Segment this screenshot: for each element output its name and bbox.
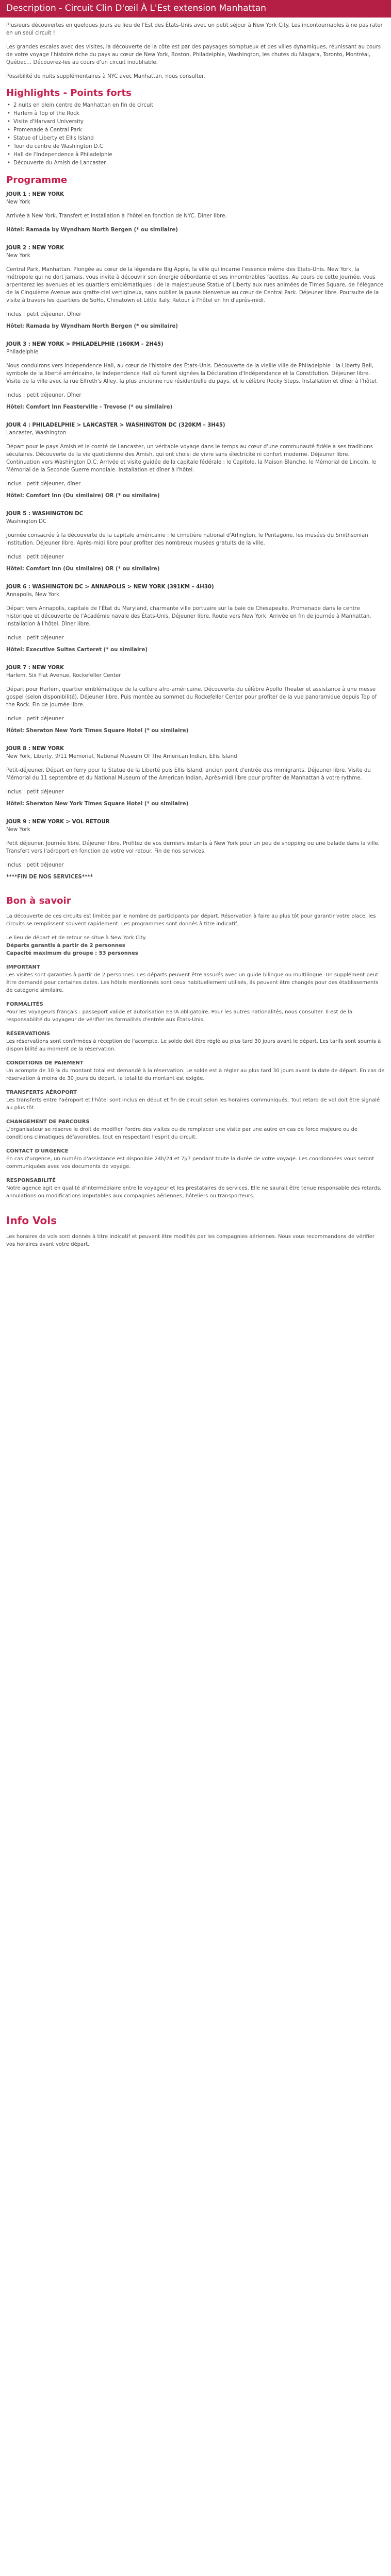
info-vols [0, 1230, 391, 1258]
section-caption: RÉSERVATIONS [6, 1031, 50, 1037]
programme-day [0, 742, 391, 815]
section-caption: TRANSFERTS AÉROPORT [6, 1090, 77, 1095]
section-text: Un acompte de 30 % du montant total est demandé à la réservation. Le solde est à régler au plus tard 30 jours avant la date de départ. En cas de réservation à moins de 30 jours du départ, la totalité du montant est exigée. [6, 1068, 385, 1081]
day-city: Washington DC [6, 519, 47, 524]
bon-a-savoir-section [6, 1059, 385, 1082]
programme-day [0, 337, 391, 418]
day-city: Philadelphie [6, 349, 39, 355]
day-description: Départ pour le pays Amish et le comté de Lancaster, un véritable voyage dans le temps au cœur d'une communauté fidèle à ses traditions séculaires. Découverte de la vie quotidienne des Amish, qui ont choisi de vivre sans électricité ni confort moderne. Déjeuner libre. Continuation vers Washington D.C. Arrivée et visite guidée de la capitale fédérale : le Capitole, la Maison Blanche, le Mémorial de Lincoln, le Mémorial de la Seconde Guerre mondiale. Installation et dîner à l'hôtel. [6, 444, 377, 473]
bon-a-savoir-line: Le lieu de départ et de retour se situe à New York City. Départs garantis à partir de 2 personnes Capacité maximum du groupe : 53 personnes [6, 935, 147, 956]
section-text: L'organisateur se réserve le droit de modifier l'ordre des visites ou de remplacer une visite par une autre en cas de force majeure ou de conditions climatiques défavorables, tout en respectant l'esprit du circuit. [6, 1127, 358, 1140]
page [0, 0, 391, 1258]
section-text: Les visites sont garanties à partir de 2 personnes. Les départs peuvent être assurés avec un guide bilingue ou multilingue. Un supplément peut être demandé pour certaines dates. Les hôtels mentionnés sont ceux habituellement utilisés, ils peuvent être changés pour des établissements de catégorie similaire. [6, 972, 379, 993]
day-description: Départ vers Annapolis, capitale de l'État du Maryland, charmante ville portuaire sur la baie de Chesapeake. Promenade dans le centre historique et découverte de l'Académie navale des États-Unis. Déjeuner libre. Route vers New York. Arrivée en fin de journée à Manhattan. Installation à l'hôtel. Dîner libre. [6, 606, 371, 627]
bon-a-savoir-section [6, 963, 385, 994]
programme-day [0, 418, 391, 507]
day-hotel: Hôtel: Sheraton New York Times Square Hotel (* ou similaire) [6, 728, 189, 734]
programme-days [0, 188, 391, 888]
list-item: • Découverte du Amish de Lancaster [7, 159, 385, 167]
list-item: • Tour du centre de Washington D.C [7, 143, 385, 151]
bon-a-savoir [0, 909, 391, 1209]
day-hotel: Hôtel: Sheraton New York Times Square Hotel (* ou similaire) [6, 801, 189, 807]
intro [0, 18, 391, 83]
section-text: Les réservations sont confirmées à réception de l'acompte. Le solde doit être réglé au plus tard 30 jours avant le départ. Les tarifs sont soumis à disponibilité au moment de la réservation. [6, 1039, 381, 1052]
section-caption: CONDITIONS DE PAIEMENT [6, 1060, 84, 1066]
section-caption: FORMALITÉS [6, 1002, 43, 1007]
day-notes: Inclus : petit déjeuner [6, 862, 64, 868]
day-description: Petit déjeuner. Journée libre. Déjeuner libre. Profitez de vos derniers instants à New York pour un peu de shopping ou une balade dans la ville. Transfert vers l'aéroport en fonction de votre vol retour. Fin de nos services. [6, 841, 380, 854]
bon-a-savoir-section [6, 1177, 385, 1200]
section-text: Notre agence agit en qualité d'intermédiaire entre le voyageur et les prestataires de services. Elle ne saurait être tenue responsable des retards, annulations ou modifications imputables aux compagnies aériennes, hôteliers ou transporteurs. [6, 1185, 382, 1199]
programme-day [0, 815, 391, 888]
highlights-heading: Highlights - Points forts [6, 88, 132, 98]
section-text: Pour les voyageurs français : passeport valide et autorisation ESTA obligatoire. Pour les autres nationalités, nous consulter. Il est de la responsabilité du voyageur de vérifier les formalités d'entrée aux États-Unis. [6, 1009, 353, 1023]
day-description: Arrivée à New York. Transfert et installation à l'hôtel en fonction de NYC. Dîner libre. [6, 213, 227, 219]
intro-text-2: Les grandes escales avec des visites, la découverte de la côte est par des paysages somptueux et des villes dynamiques, réunissant au cours de votre voyage l'histoire riche du pays au cœur de New York, Boston, Philadelphie, Washington, les chutes du Niagara, Toronto, Montréal, Québec… Découvrez-les au cours d'un circuit inoubliable. [6, 44, 381, 65]
day-notes: Inclus : petit déjeuner [6, 635, 64, 641]
section-caption: RESPONSABILITÉ [6, 1178, 56, 1183]
day-hotel: Hôtel: Ramada by Wyndham North Bergen (* ou similaire) [6, 227, 178, 233]
list-item: • Promenade à Central Park [7, 126, 385, 134]
bon-a-savoir-intro: La découverte de ces circuits est limitée par le nombre de participants par départ. Réservation à faire au plus tôt pour garantir votre place, les circuits se remplissent souvent rapidement. Les programmes sont donnés à titre indicatif. [6, 913, 376, 927]
programme-day [0, 188, 391, 241]
list-item: • Hall de l'Independence à Philadelphie [7, 151, 385, 159]
info-vols-heading: Info Vols [6, 1214, 57, 1227]
day-title: JOUR 8 : NEW YORK [6, 746, 64, 752]
day-notes: Inclus : petit déjeuner [6, 716, 64, 722]
section-caption: CONTACT D'URGENCE [6, 1148, 69, 1154]
day-city: Harlem, Six Flat Avenue, Rockefeller Center [6, 673, 121, 679]
section-caption: CHANGEMENT DE PARCOURS [6, 1119, 90, 1125]
day-title: JOUR 4 : PHILADELPHIE > LANCASTER > WASHINGTON DC (320KM – 3H45) [6, 422, 225, 428]
programme-day [0, 580, 391, 661]
day-notes: Inclus : petit déjeuner [6, 554, 64, 560]
day-description: Journée consacrée à la découverte de la capitale américaine : le cimetière national d'Arlington, le Pentagone, les musées du Smithsonian Institution. Déjeuner libre. Après-midi libre pour profiter des nombreux musées gratuits de la ville. [6, 533, 368, 546]
bon-a-savoir-section [6, 1089, 385, 1112]
day-hotel: Hôtel: Executive Suites Carteret (* ou similaire) [6, 647, 148, 653]
day-hotel: Hôtel: Comfort Inn (Ou similaire) OR (* ou similaire) [6, 566, 160, 572]
list-item: • Visite d'Harvard University [7, 118, 385, 126]
list-item: • Statue of Liberty et Ellis Island [7, 134, 385, 143]
day-city: Annapolis, New York [6, 592, 59, 598]
bon-a-savoir-section [6, 1030, 385, 1053]
day-notes: Inclus : petit déjeuner, Dîner [6, 393, 82, 398]
bon-a-savoir-sections [6, 963, 385, 1200]
bon-a-savoir-section [6, 1001, 385, 1024]
info-vols-text: Les horaires de vols sont donnés à titre indicatif et peuvent être modifiés par les compagnies aériennes. Nous vous recommandons de vérifier vos horaires avant votre départ. [6, 1234, 375, 1247]
day-hotel: Hôtel: Comfort Inn (Ou similaire) OR (* ou similaire) [6, 493, 160, 499]
programme-day [0, 661, 391, 742]
day-description: Nous conduirons vers Independence Hall, au cœur de l'histoire des États-Unis. Découverte de la vieille ville de Philadelphie : la Liberty Bell, symbole de la liberté américaine, le Independence Hall où furent signées la Déclaration d'Indépendance et la Constitution. Déjeuner libre. Visite de la ville avec la rue Elfreth's Alley, la plus ancienne rue résidentielle du pays, et le célèbre Rocky Steps. Installation et dîner à l'hôtel. [6, 363, 378, 384]
list-item: • Harlem à Top of the Rock [7, 110, 385, 118]
day-title: JOUR 3 : NEW YORK > PHILADELPHIE (160KM – 2H45) [6, 342, 164, 347]
day-notes: Inclus : petit déjeuner, Dîner [6, 312, 82, 317]
day-title: JOUR 5 : WASHINGTON DC [6, 511, 84, 517]
day-title: JOUR 1 : NEW YORK [6, 192, 64, 197]
programme-heading: Programme [6, 175, 68, 185]
day-hotel: Hôtel: Ramada by Wyndham North Bergen (* ou similaire) [6, 324, 178, 329]
section-caption: IMPORTANT [6, 964, 40, 970]
programme-day [0, 241, 391, 337]
programme-day [0, 507, 391, 580]
day-city: New York [6, 827, 30, 833]
bon-a-savoir-heading: Bon à savoir [6, 895, 71, 906]
day-title: JOUR 9 : NEW YORK > VOL RETOUR [6, 819, 110, 825]
page-title: Description - Circuit Clin D'œil À L'Est extension Manhattan [0, 0, 391, 18]
day-hotel: ****FIN DE NOS SERVICES**** [6, 874, 93, 880]
day-title: JOUR 2 : NEW YORK [6, 245, 64, 251]
day-notes: Inclus : petit déjeuner [6, 789, 64, 795]
section-text: En cas d'urgence, un numéro d'assistance est disponible 24h/24 et 7j/7 pendant toute la durée de votre voyage. Les coordonnées vous seront communiquées avec vos documents de voyage. [6, 1156, 374, 1170]
day-title: JOUR 6 : WASHINGTON DC > ANNAPOLIS > NEW YORK (391KM – 4H30) [6, 584, 214, 590]
day-hotel: Hôtel: Comfort Inn Feasterville - Trevose (* ou similaire) [6, 404, 173, 410]
bon-a-savoir-section [6, 1147, 385, 1171]
day-city: Lancaster, Washington [6, 430, 67, 436]
day-city: New York, Liberty, 9/11 Memorial, National Museum Of The American Indian, Ellis Island [6, 754, 237, 759]
day-description: Central Park, Manhattan. Plongée au cœur de la légendaire Big Apple, la ville qui incarne l'essence même des États-Unis. New York, la métropole qui ne dort jamais, vous invite à découvrir son énergie débordante et ses innombrables facettes. Au cours de cette journée, vous arpenterez les avenues et les quartiers emblématiques : de la majestueuse Statue of Liberty aux rues animées de Times Square, de l'élégance de la Cinquième Avenue aux gratte-ciel vertigineux, sans oublier la pause bienvenue au cœur de Central Park. Déjeuner libre. Poursuite de la visite à travers les quartiers de SoHo, Chinatown et Little Italy. Retour à l'hôtel en fin d'après-midi. [6, 267, 384, 303]
highlights-list [0, 101, 391, 167]
intro-text-3: Possibilité de nuits supplémentaires à NYC avec Manhattan, nous consulter. [6, 74, 205, 79]
day-city: New York [6, 253, 30, 259]
intro-text-1: Plusieurs découvertes en quelques jours au lieu de l'Est des États-Unis avec un petit séjour à New York City. Les incontournables à ne pas rater en un seul circuit ! [6, 23, 383, 36]
bon-a-savoir-section [6, 1118, 385, 1141]
day-description: Petit-déjeuner. Départ en ferry pour la Statue de la Liberté puis Ellis Island, ancien point d'entrée des immigrants. Déjeuner libre. Visite du Mémorial du 11 septembre et du National Museum of the American Indian. Après-midi libre pour profiter de Manhattan à votre rythme. [6, 768, 371, 781]
day-description: Départ pour Harlem, quartier emblématique de la culture afro-américaine. Découverte du célèbre Apollo Theater et assistance à une messe gospel (selon disponibilité). Déjeuner libre. Puis montée au sommet du Rockefeller Center pour profiter de la vue panoramique depuis Top of the Rock. Fin de journée libre. [6, 687, 377, 708]
day-title: JOUR 7 : NEW YORK [6, 665, 64, 671]
day-city: New York [6, 199, 30, 205]
list-item: • 2 nuits en plein centre de Manhattan en fin de circuit [7, 101, 385, 110]
section-text: Les transferts entre l'aéroport et l'hôtel sont inclus en début et fin de circuit selon les horaires communiqués. Tout retard de vol doit être signalé au plus tôt. [6, 1097, 380, 1111]
day-notes: Inclus : petit déjeuner, dîner [6, 481, 81, 487]
